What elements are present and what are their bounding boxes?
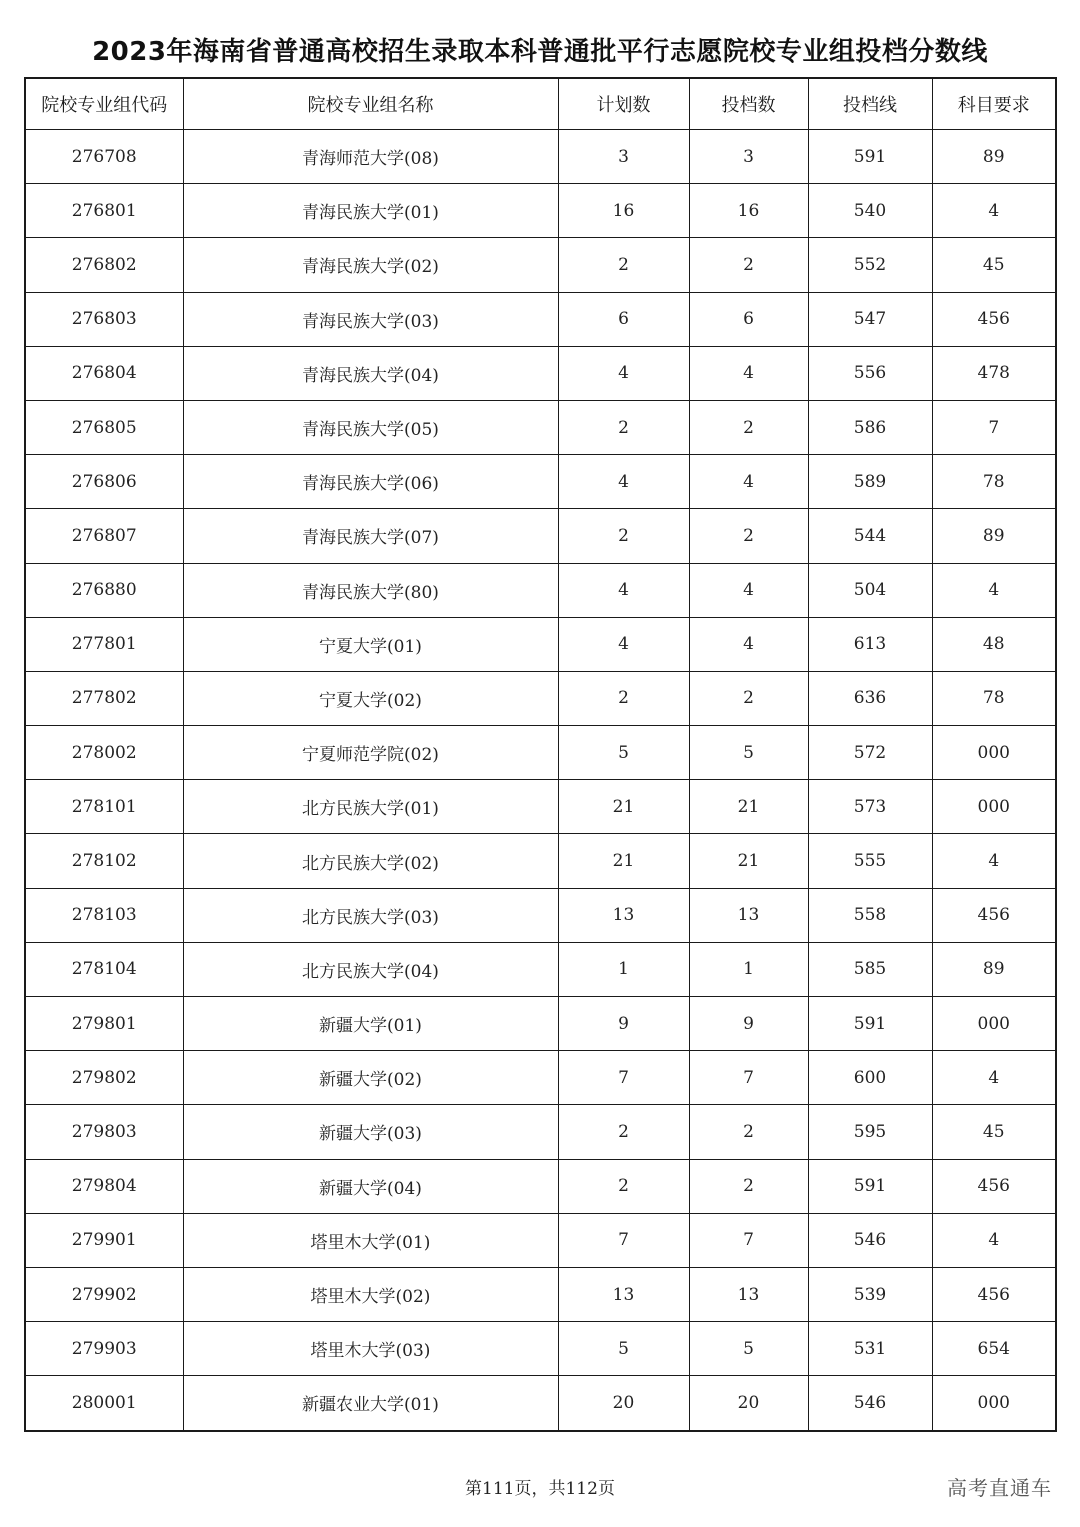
- admission-score-table: [24, 77, 1057, 1432]
- table-row: [25, 346, 1056, 400]
- cell-subject-requirement: 4: [932, 1051, 1056, 1105]
- cell-submitted-count: 21: [689, 834, 808, 888]
- cell-score-line: 504: [808, 563, 932, 617]
- cell-group-code: 277802: [25, 671, 183, 725]
- header-group-name: 院校专业组名称: [183, 78, 558, 130]
- cell-submitted-count: 13: [689, 1267, 808, 1321]
- cell-group-code: 279903: [25, 1322, 183, 1376]
- cell-score-line: 591: [808, 130, 932, 184]
- cell-subject-requirement: 456: [932, 1267, 1056, 1321]
- cell-subject-requirement: 000: [932, 997, 1056, 1051]
- header-subject-requirement: 科目要求: [932, 78, 1056, 130]
- cell-submitted-count: 1: [689, 942, 808, 996]
- cell-submitted-count: 20: [689, 1376, 808, 1431]
- cell-plan-count: 3: [558, 130, 689, 184]
- cell-group-name: 青海民族大学(03): [183, 292, 558, 346]
- table-row: [25, 834, 1056, 888]
- cell-group-code: 276803: [25, 292, 183, 346]
- cell-group-name: 青海师范大学(08): [183, 130, 558, 184]
- cell-submitted-count: 4: [689, 617, 808, 671]
- cell-score-line: 546: [808, 1376, 932, 1431]
- cell-group-code: 276880: [25, 563, 183, 617]
- cell-group-name: 青海民族大学(80): [183, 563, 558, 617]
- cell-subject-requirement: 78: [932, 671, 1056, 725]
- cell-score-line: 552: [808, 238, 932, 292]
- cell-submitted-count: 4: [689, 455, 808, 509]
- cell-subject-requirement: 48: [932, 617, 1056, 671]
- cell-plan-count: 2: [558, 238, 689, 292]
- cell-plan-count: 21: [558, 780, 689, 834]
- cell-group-code: 278104: [25, 942, 183, 996]
- table-row: [25, 455, 1056, 509]
- cell-submitted-count: 6: [689, 292, 808, 346]
- cell-submitted-count: 7: [689, 1213, 808, 1267]
- cell-group-code: 276804: [25, 346, 183, 400]
- cell-plan-count: 16: [558, 184, 689, 238]
- cell-group-name: 青海民族大学(05): [183, 400, 558, 454]
- cell-group-code: 280001: [25, 1376, 183, 1431]
- cell-submitted-count: 5: [689, 726, 808, 780]
- cell-submitted-count: 2: [689, 238, 808, 292]
- cell-subject-requirement: 4: [932, 1213, 1056, 1267]
- cell-group-name: 北方民族大学(02): [183, 834, 558, 888]
- cell-group-code: 276805: [25, 400, 183, 454]
- cell-score-line: 636: [808, 671, 932, 725]
- cell-subject-requirement: 654: [932, 1322, 1056, 1376]
- cell-plan-count: 2: [558, 1159, 689, 1213]
- cell-subject-requirement: 456: [932, 1159, 1056, 1213]
- table-header-row: [25, 78, 1056, 130]
- cell-plan-count: 9: [558, 997, 689, 1051]
- cell-subject-requirement: 4: [932, 834, 1056, 888]
- cell-group-code: 278002: [25, 726, 183, 780]
- cell-score-line: 546: [808, 1213, 932, 1267]
- table-row: [25, 726, 1056, 780]
- cell-score-line: 595: [808, 1105, 932, 1159]
- cell-group-name: 北方民族大学(04): [183, 942, 558, 996]
- cell-plan-count: 7: [558, 1213, 689, 1267]
- cell-group-code: 276708: [25, 130, 183, 184]
- cell-plan-count: 7: [558, 1051, 689, 1105]
- cell-submitted-count: 21: [689, 780, 808, 834]
- cell-submitted-count: 2: [689, 1159, 808, 1213]
- header-group-code: 院校专业组代码: [25, 78, 183, 130]
- cell-group-name: 新疆大学(03): [183, 1105, 558, 1159]
- cell-score-line: 600: [808, 1051, 932, 1105]
- cell-group-name: 青海民族大学(06): [183, 455, 558, 509]
- table-row: [25, 1213, 1056, 1267]
- cell-subject-requirement: 89: [932, 942, 1056, 996]
- cell-score-line: 586: [808, 400, 932, 454]
- cell-submitted-count: 4: [689, 563, 808, 617]
- cell-submitted-count: 13: [689, 888, 808, 942]
- table-row: [25, 997, 1056, 1051]
- cell-score-line: 558: [808, 888, 932, 942]
- cell-plan-count: 5: [558, 1322, 689, 1376]
- cell-submitted-count: 16: [689, 184, 808, 238]
- cell-group-code: 278102: [25, 834, 183, 888]
- cell-subject-requirement: 45: [932, 238, 1056, 292]
- cell-submitted-count: 2: [689, 509, 808, 563]
- page-title: 2023年海南省普通高校招生录取本科普通批平行志愿院校专业组投档分数线: [92, 37, 988, 67]
- cell-group-code: 279803: [25, 1105, 183, 1159]
- cell-group-code: 278101: [25, 780, 183, 834]
- cell-group-name: 青海民族大学(02): [183, 238, 558, 292]
- table-row: [25, 780, 1056, 834]
- cell-plan-count: 2: [558, 400, 689, 454]
- cell-plan-count: 13: [558, 1267, 689, 1321]
- cell-score-line: 613: [808, 617, 932, 671]
- cell-plan-count: 2: [558, 671, 689, 725]
- cell-score-line: 556: [808, 346, 932, 400]
- cell-submitted-count: 5: [689, 1322, 808, 1376]
- table-row: [25, 400, 1056, 454]
- cell-group-code: 279902: [25, 1267, 183, 1321]
- cell-score-line: 585: [808, 942, 932, 996]
- cell-subject-requirement: 456: [932, 292, 1056, 346]
- cell-group-name: 青海民族大学(01): [183, 184, 558, 238]
- cell-group-name: 宁夏师范学院(02): [183, 726, 558, 780]
- cell-group-code: 279801: [25, 997, 183, 1051]
- table-row: [25, 238, 1056, 292]
- cell-score-line: 547: [808, 292, 932, 346]
- cell-subject-requirement: 78: [932, 455, 1056, 509]
- table-row: [25, 509, 1056, 563]
- cell-subject-requirement: 478: [932, 346, 1056, 400]
- cell-score-line: 531: [808, 1322, 932, 1376]
- table-row: [25, 130, 1056, 184]
- cell-plan-count: 1: [558, 942, 689, 996]
- cell-group-code: 276802: [25, 238, 183, 292]
- cell-plan-count: 13: [558, 888, 689, 942]
- table-row: [25, 292, 1056, 346]
- cell-plan-count: 2: [558, 509, 689, 563]
- cell-group-name: 北方民族大学(03): [183, 888, 558, 942]
- cell-group-code: 276801: [25, 184, 183, 238]
- header-submitted-count: 投档数: [689, 78, 808, 130]
- table-row: [25, 563, 1056, 617]
- table-row: [25, 1267, 1056, 1321]
- cell-score-line: 544: [808, 509, 932, 563]
- table-row: [25, 617, 1056, 671]
- table-body: [25, 130, 1056, 1431]
- cell-group-code: 277801: [25, 617, 183, 671]
- cell-group-name: 宁夏大学(02): [183, 671, 558, 725]
- cell-group-name: 新疆大学(01): [183, 997, 558, 1051]
- cell-plan-count: 4: [558, 455, 689, 509]
- cell-subject-requirement: 4: [932, 184, 1056, 238]
- table-row: [25, 184, 1056, 238]
- table-row: [25, 1105, 1056, 1159]
- cell-subject-requirement: 89: [932, 509, 1056, 563]
- cell-submitted-count: 4: [689, 346, 808, 400]
- header-score-line: 投档线: [808, 78, 932, 130]
- cell-group-name: 北方民族大学(01): [183, 780, 558, 834]
- table-row: [25, 1051, 1056, 1105]
- cell-plan-count: 2: [558, 1105, 689, 1159]
- table-row: [25, 1376, 1056, 1431]
- cell-group-name: 塔里木大学(02): [183, 1267, 558, 1321]
- cell-submitted-count: 2: [689, 400, 808, 454]
- cell-score-line: 589: [808, 455, 932, 509]
- cell-group-code: 279804: [25, 1159, 183, 1213]
- table-row: [25, 888, 1056, 942]
- cell-subject-requirement: 000: [932, 726, 1056, 780]
- cell-group-name: 新疆农业大学(01): [183, 1376, 558, 1431]
- cell-group-name: 新疆大学(02): [183, 1051, 558, 1105]
- cell-plan-count: 4: [558, 346, 689, 400]
- cell-subject-requirement: 89: [932, 130, 1056, 184]
- cell-score-line: 591: [808, 1159, 932, 1213]
- cell-group-name: 青海民族大学(07): [183, 509, 558, 563]
- table-row: [25, 1322, 1056, 1376]
- cell-group-name: 青海民族大学(04): [183, 346, 558, 400]
- cell-submitted-count: 9: [689, 997, 808, 1051]
- brand-watermark: 高考直通车: [947, 1476, 1052, 1500]
- cell-plan-count: 5: [558, 726, 689, 780]
- cell-submitted-count: 2: [689, 1105, 808, 1159]
- cell-score-line: 540: [808, 184, 932, 238]
- cell-plan-count: 21: [558, 834, 689, 888]
- cell-subject-requirement: 45: [932, 1105, 1056, 1159]
- table-row: [25, 1159, 1056, 1213]
- page-number: 第111页，共112页: [465, 1479, 615, 1499]
- cell-plan-count: 4: [558, 617, 689, 671]
- cell-group-code: 276806: [25, 455, 183, 509]
- table-row: [25, 942, 1056, 996]
- cell-plan-count: 20: [558, 1376, 689, 1431]
- cell-group-name: 新疆大学(04): [183, 1159, 558, 1213]
- cell-subject-requirement: 000: [932, 780, 1056, 834]
- cell-group-name: 塔里木大学(01): [183, 1213, 558, 1267]
- header-plan-count: 计划数: [558, 78, 689, 130]
- cell-score-line: 572: [808, 726, 932, 780]
- cell-group-code: 276807: [25, 509, 183, 563]
- cell-subject-requirement: 7: [932, 400, 1056, 454]
- cell-subject-requirement: 456: [932, 888, 1056, 942]
- cell-group-name: 塔里木大学(03): [183, 1322, 558, 1376]
- cell-plan-count: 6: [558, 292, 689, 346]
- cell-group-code: 279901: [25, 1213, 183, 1267]
- cell-plan-count: 4: [558, 563, 689, 617]
- cell-submitted-count: 7: [689, 1051, 808, 1105]
- cell-group-code: 278103: [25, 888, 183, 942]
- cell-score-line: 573: [808, 780, 932, 834]
- cell-submitted-count: 3: [689, 130, 808, 184]
- table-row: [25, 671, 1056, 725]
- cell-score-line: 591: [808, 997, 932, 1051]
- cell-subject-requirement: 4: [932, 563, 1056, 617]
- cell-group-code: 279802: [25, 1051, 183, 1105]
- cell-score-line: 555: [808, 834, 932, 888]
- cell-subject-requirement: 000: [932, 1376, 1056, 1431]
- cell-group-name: 宁夏大学(01): [183, 617, 558, 671]
- cell-score-line: 539: [808, 1267, 932, 1321]
- cell-submitted-count: 2: [689, 671, 808, 725]
